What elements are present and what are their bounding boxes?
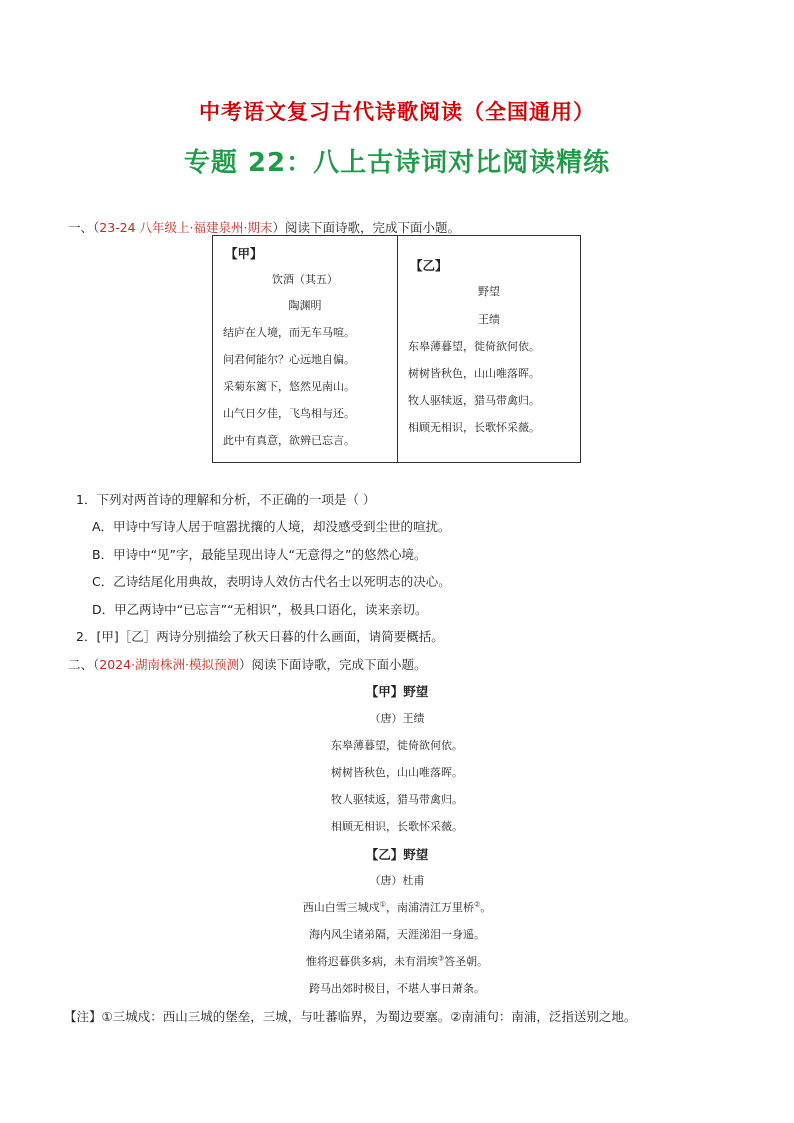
section2-heading: 二、（2024·湖南株洲·模拟预测）阅读下面诗歌，完成下面小题。 (68, 657, 427, 672)
poem-b-mark: 【乙】 (410, 258, 448, 273)
question-1-option: C．乙诗结尾化用典故，表明诗人效仿古代名士以死明志的决心。 (92, 574, 451, 589)
poem-a-line: 问君何能尔？心远地自偏。 (223, 353, 355, 366)
question-1-option: B．甲诗中“见”字，最能呈现出诗人“无意得之”的悠然心境。 (92, 547, 427, 562)
poem-b-line: 相顾无相识，长歌怀采薇。 (408, 421, 540, 434)
poem-b-line: 树树皆秋色，山山唯落晖。 (408, 367, 540, 380)
question-2-stem: 2．[甲]［乙］两诗分别描绘了秋天日暮的什么画面，请简要概括。 (76, 629, 444, 644)
poem2b-line: 跨马出郊时极目，不堪人事日萧条。 (309, 982, 485, 995)
poem-a-line: 此中有真意，欲辨已忘言。 (223, 434, 355, 447)
footnote-ref: ① (379, 900, 386, 909)
section1-heading: 一、（23-24 八年级上·福建泉州·期末）阅读下面诗歌，完成下面小题。 (68, 220, 461, 235)
poem-b-cell (398, 236, 580, 462)
question-1-option: A．甲诗中写诗人居于喧嚣扰攘的人境，却没感受到尘世的喧扰。 (92, 519, 451, 534)
footnote-text: 【注】①三城戍：西山三城的堡垒，三城，与吐蕃临界，为蜀边要塞。②南浦句：南浦，泛指送别之地。 (64, 1009, 637, 1024)
poem-b-title: 野望 (478, 285, 500, 298)
document-title: 中考语文复习古代诗歌阅读（全国通用） (199, 100, 595, 124)
poem2a-line: 东皋薄暮望，徙倚欲何依。 (331, 739, 463, 752)
footnote-ref: ③ (437, 954, 445, 963)
poem2b-line: 惟将迟暮供多病，未有涓埃③答圣朝。 (305, 954, 489, 968)
poem-b-line: 牧人驱犊返，猎马带禽归。 (408, 394, 540, 407)
question-1-stem: 1．下列对两首诗的理解和分析，不正确的一项是（ ） (76, 492, 376, 507)
poem-a-author: 陶渊明 (288, 299, 322, 312)
poem-b-author: 王绩 (478, 313, 500, 326)
poem-a-mark: 【甲】 (225, 246, 263, 261)
poem2a-line: 牧人驱犊返，猎马带禽归。 (331, 793, 463, 806)
poem-a-line: 结庐在人境，而无车马喧。 (223, 326, 355, 339)
footnote-ref: ② (474, 900, 481, 909)
poem2b-heading: 【乙】野望 (365, 847, 429, 862)
poem2a-author: （唐）王绩 (369, 712, 425, 725)
poem2b-author: （唐）杜甫 (369, 874, 425, 887)
poem-a-line: 山气日夕佳，飞鸟相与还。 (223, 407, 355, 420)
poem2a-line: 树树皆秋色，山山唯落晖。 (331, 766, 463, 779)
poem-comparison-table (212, 235, 581, 463)
poem-a-title: 饮酒（其五） (272, 273, 338, 286)
document-subtitle: 专题 22：八上古诗词对比阅读精练 (183, 148, 611, 178)
poem2a-heading: 【甲】野望 (365, 684, 429, 699)
section1-source: 23-24 八年级上·福建泉州·期末 (99, 220, 273, 235)
poem-a-cell (213, 236, 398, 462)
question-1-option: D．甲乙两诗中“已忘言”“无相识”，极具口语化，读来亲切。 (92, 602, 428, 617)
poem-a-line: 采菊东篱下，悠然见南山。 (223, 380, 355, 393)
section2-source: 2024·湖南株洲·模拟预测 (99, 657, 240, 672)
poem2a-line: 相顾无相识，长歌怀采薇。 (331, 820, 463, 833)
poem2b-line: 海内风尘诸弟隔，天涯涕泪一身遥。 (309, 928, 485, 941)
poem-b-line: 东皋薄暮望，徙倚欲何依。 (408, 340, 540, 353)
poem2b-line: 西山白雪三城戍①，南浦清江万里桥②。 (302, 900, 492, 914)
